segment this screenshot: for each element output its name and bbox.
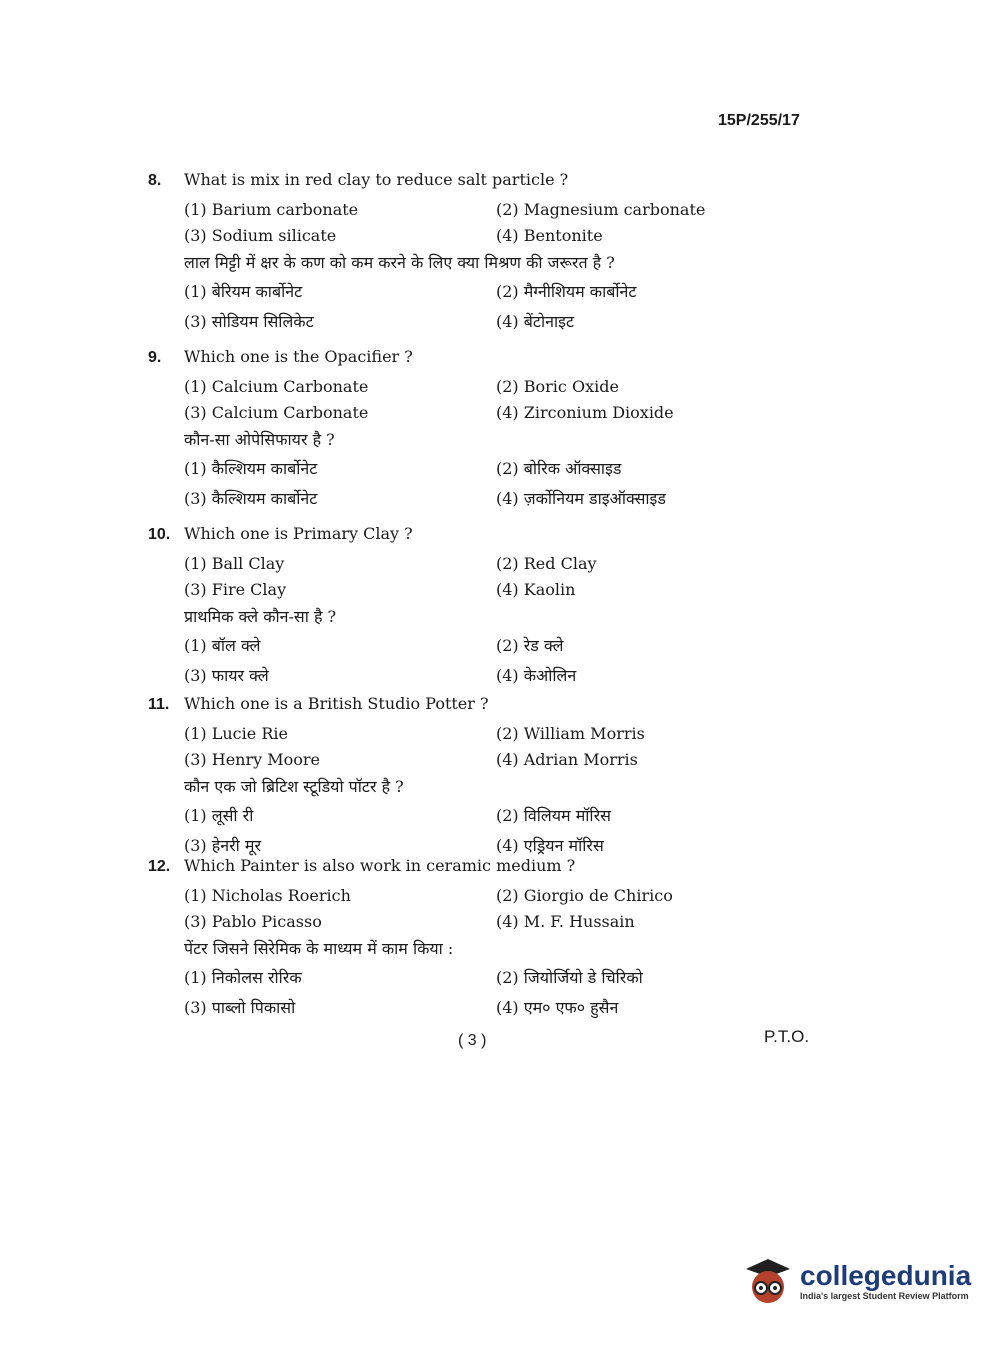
- question-text-hi: प्राथमिक क्ले कौन-सा है ?: [184, 607, 337, 626]
- question-number: 12.: [148, 858, 171, 875]
- option-en: (1) Calcium Carbonate: [184, 376, 369, 396]
- question-number: 9.: [148, 349, 162, 366]
- option-hi: (3) सोडियम सिलिकेट: [184, 312, 314, 331]
- option-hi: (2) मैग्नीशियम कार्बोनेट: [496, 282, 637, 301]
- option-en: (2) Magnesium carbonate: [496, 199, 706, 219]
- option-hi: (3) कैल्शियम कार्बोनेट: [184, 489, 318, 508]
- option-hi: (1) बेरियम कार्बोनेट: [184, 282, 303, 301]
- option-en: (2) Red Clay: [496, 553, 597, 573]
- brand-name: collegedunia: [800, 1260, 972, 1291]
- option-en: (3) Sodium silicate: [184, 225, 337, 245]
- question-number: 10.: [148, 526, 171, 543]
- option-en: (3) Henry Moore: [184, 749, 321, 769]
- option-hi: (3) पाब्लो पिकासो: [184, 998, 296, 1017]
- question-number: 8.: [148, 172, 162, 189]
- option-en: (3) Pablo Picasso: [184, 911, 322, 931]
- option-hi: (1) कैल्शियम कार्बोनेट: [184, 459, 318, 478]
- question-10: [148, 524, 748, 690]
- question-text-en: Which one is the Opacifier ?: [184, 347, 413, 366]
- option-hi: (2) विलियम मॉरिस: [496, 806, 611, 825]
- page-number: ( 3 ): [458, 1032, 487, 1049]
- option-hi: (1) लूसी री: [184, 806, 254, 825]
- option-hi: (4) एड्रियन मॉरिस: [496, 836, 604, 855]
- question-9: [148, 347, 748, 513]
- question-12: [148, 856, 748, 1022]
- option-hi: (1) निकोलस रोरिक: [184, 968, 302, 987]
- option-hi: (1) बॉल क्ले: [184, 636, 261, 655]
- option-hi: (4) ज़र्कोनियम डाइऑक्साइड: [496, 489, 666, 508]
- brand-tagline: India's largest Student Review Platform: [800, 1291, 969, 1301]
- question-text-en: Which Painter is also work in ceramic medium ?: [184, 856, 576, 875]
- question-11: [148, 694, 748, 860]
- option-en: (4) M. F. Hussain: [496, 911, 635, 931]
- question-text-en: Which one is Primary Clay ?: [184, 524, 413, 543]
- question-text-hi: कौन एक जो ब्रिटिश स्टूडियो पॉटर है ?: [184, 777, 404, 796]
- question-text-hi: लाल मिट्टी में क्षर के कण को कम करने के लिए क्या मिश्रण की जरूरत है ?: [184, 253, 615, 272]
- question-text-en: Which one is a British Studio Potter ?: [184, 694, 489, 713]
- option-hi: (3) हेनरी मूर: [184, 836, 262, 855]
- option-en: (1) Barium carbonate: [184, 199, 359, 219]
- option-en: (4) Adrian Morris: [496, 749, 638, 769]
- option-hi: (3) फायर क्ले: [184, 666, 269, 685]
- collegedunia-watermark: [742, 1250, 972, 1312]
- option-hi: (2) बोरिक ऑक्साइड: [496, 459, 622, 478]
- option-en: (2) William Morris: [496, 723, 645, 743]
- option-en: (3) Fire Clay: [184, 579, 287, 599]
- option-hi: (2) रेड क्ले: [496, 636, 564, 655]
- question-text-en: What is mix in red clay to reduce salt particle ?: [184, 170, 569, 189]
- option-hi: (4) बेंटोनाइट: [496, 312, 575, 331]
- question-text-hi: कौन-सा ओपेसिफायर है ?: [184, 430, 335, 449]
- option-hi: (2) जियोर्जियो डे चिरिको: [496, 968, 643, 987]
- question-text-hi: पेंटर जिसने सिरेमिक के माध्यम में काम किया :: [184, 939, 454, 958]
- mascot-icon: [742, 1255, 794, 1307]
- question-number: 11.: [148, 696, 170, 713]
- option-en: (1) Ball Clay: [184, 553, 285, 573]
- option-en: (4) Zirconium Dioxide: [496, 402, 674, 422]
- option-en: (2) Giorgio de Chirico: [496, 885, 673, 905]
- option-en: (4) Bentonite: [496, 225, 603, 245]
- option-en: (4) Kaolin: [496, 579, 576, 599]
- pto-label: P.T.O.: [764, 1027, 810, 1046]
- option-hi: (4) केओलिन: [496, 666, 577, 685]
- question-8: [148, 170, 748, 336]
- option-en: (3) Calcium Carbonate: [184, 402, 369, 422]
- option-en: (2) Boric Oxide: [496, 376, 619, 396]
- option-en: (1) Nicholas Roerich: [184, 885, 351, 905]
- option-hi: (4) एम० एफ० हुसैन: [496, 998, 619, 1017]
- paper-code: 15P/255/17: [718, 112, 800, 129]
- option-en: (1) Lucie Rie: [184, 723, 288, 743]
